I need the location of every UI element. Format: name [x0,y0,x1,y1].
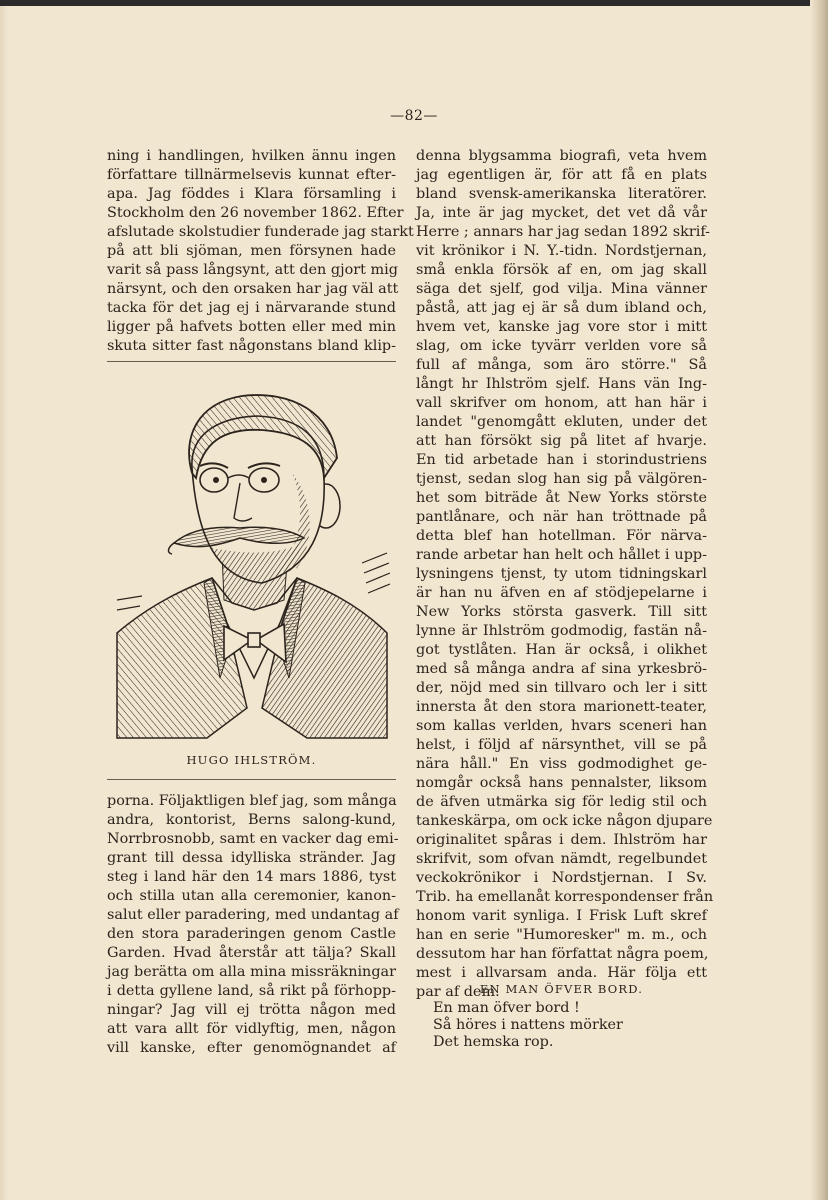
text-line: der, nöjd med sin tillvaro och ler i sitt [416,680,707,696]
text-line: närsynt, och den orsaken har jag väl att [107,281,399,297]
text-line: på att bli sjöman, men försynen hade [107,243,396,259]
text-line: bland svensk-amerikanska literatörer. [416,186,707,202]
text-line: nära håll." En viss godmodighet ge- [416,756,707,772]
text-line: Herre ; annars har jag sedan 1892 skrif- [416,224,710,240]
text-line: helst, i följd af närsynthet, vill se på [416,737,707,753]
text-line: En man öfver bord ! [433,1000,580,1016]
text-line: steg i land här den 14 mars 1886, tyst [107,869,396,885]
text-line: jag egentligen är, för att få en plats [416,167,707,183]
text-line: het som biträde åt New Yorks störste [416,490,707,506]
page-edge [810,0,828,1200]
text-line: New Yorks största gasverk. Till sitt [416,604,707,620]
text-line: got tystlåten. Han är också, i olikhet [416,642,707,658]
text-line: veckokrönikor i Nordstjernan. I Sv. [416,870,707,886]
text-line: varit så pass långsynt, att den gjort mig [107,262,398,278]
divider-below-portrait [107,779,396,780]
text-line: andra, kontorist, Berns salong-kund, [107,812,396,828]
poem-title: EN MAN ÖFVER BORD. [479,982,644,996]
text-line: dessutom har han författat några poem, [416,946,709,962]
text-line: rande arbetar han helt och hållet i upp- [416,547,707,563]
scan-top-border [0,0,828,6]
page-gutter-shadow [0,0,8,1200]
text-line: Så höres i nattens mörker [433,1017,623,1033]
portrait-engraving [112,378,392,748]
text-line: tankeskärpa, om ock icke någon djupare [416,813,713,829]
text-line: salut eller paradering, med undantag af [107,907,399,923]
text-line: Norrbrosnobb, samt en vacker dag emi- [107,831,399,847]
text-line: ning i handlingen, hvilken ännu ingen [107,148,396,164]
text-line: landet "genomgått ekluten, under det [416,414,707,430]
text-line: i detta gyllene land, så rikt på förhopp- [107,983,396,999]
text-line: vill kanske, efter genomögnandet af [107,1040,396,1056]
text-line: Garden. Hvad återstår att tälja? Skall [107,945,396,961]
text-line: och stilla utan alla ceremonier, kanon- [107,888,396,904]
text-line: par af dem. [416,984,500,1000]
text-line: den stora paraderingen genom Castle [107,926,396,942]
text-line: tacka för det jag ej i närvarande stund [107,300,396,316]
text-line: med så många andra af sina yrkesbrö- [416,661,707,677]
text-line: lysningens tjenst, ty utom tidningskarl [416,566,707,582]
text-line: hvem vet, kanske jag vore stor i mitt [416,319,707,335]
text-line: de äfven utmärka sig för ledig stil och [416,794,707,810]
text-line: innersta åt den stora marionett-teater, [416,699,707,715]
text-line: är han nu äfven en af stödjepelarne i [416,585,707,601]
text-line: ligger på hafvets botten eller med min [107,319,396,335]
text-line: originalitet spåras i dem. Ihlström har [416,832,707,848]
text-line: nomgår också hans pennalster, liksom [416,775,707,791]
text-line: mest i allvarsam anda. Här följa ett [416,965,707,981]
text-line: författare tillnärmelsevis kunnat efter- [107,167,396,183]
text-line: detta blef han hotellman. För närva- [416,528,707,544]
text-line: jag berätta om alla mina missräkningar [107,964,396,980]
poem-body [433,1000,703,1051]
text-line: slag, om icke tyvärr verlden vore så [416,338,707,354]
text-line: Trib. ha emellanåt korrespondenser från [416,889,714,905]
text-line: porna. Följaktligen blef jag, som många [107,793,397,809]
left-column-bottom [107,792,399,1058]
text-line: påstå, att jag ej är så dum ibland och, [416,300,707,316]
left-column-top [107,147,414,356]
text-line: säga det sjelf, god vilja. Mina vänner [416,281,707,297]
text-line: honom varit synliga. I Frisk Luft skref [416,908,707,924]
text-line: tjenst, sedan slog han sig på välgören- [416,471,707,487]
text-line: apa. Jag föddes i Klara församling i [107,186,396,202]
text-line: vit krönikor i N. Y.-tidn. Nordstjernan, [416,243,707,259]
right-column [416,147,714,1002]
text-line: långt hr Ihlström sjelf. Hans vän Ing- [416,376,707,392]
text-line: pantlånare, och när han tröttnade på [416,509,707,525]
text-line: skrifvit, som ofvan nämdt, regelbundet [416,851,707,867]
portrait-caption: HUGO IHLSTRÖM. [186,753,317,767]
text-line: vall skrifver om honom, att han här i [416,395,707,411]
text-line: full af många, som äro större." Så [416,357,707,373]
text-line: Stockholm den 26 november 1862. Efter [107,205,404,221]
text-line: Det hemska rop. [433,1034,554,1050]
text-line: En tid arbetade han i storindustriens [416,452,707,468]
divider-above-portrait [107,361,396,362]
text-line: små enkla försök af en, om jag skall [416,262,707,278]
text-line: afslutade skolstudier funderade jag starkt [107,224,414,240]
text-line: skuta sitter fast någonstans bland klip- [107,338,396,354]
text-line: som kallas verlden, hvars sceneri han [416,718,707,734]
text-line: denna blygsamma biografi, veta hvem [416,148,707,164]
text-line: lynne är Ihlström godmodig, fastän nå- [416,623,707,639]
text-line: att han försökt sig på litet af hvarje. [416,433,707,449]
text-line: ningar? Jag vill ej trötta någon med [107,1002,396,1018]
text-line: Ja, inte är jag mycket, det vet då vår [416,205,707,221]
text-line: att vara allt för vidlyftig, men, någon [107,1021,396,1037]
text-line: han en serie "Humoresker" m. m., och [416,927,707,943]
text-line: grant till dessa idylliska stränder. Jag [107,850,396,866]
page-number: —82— [390,108,438,124]
